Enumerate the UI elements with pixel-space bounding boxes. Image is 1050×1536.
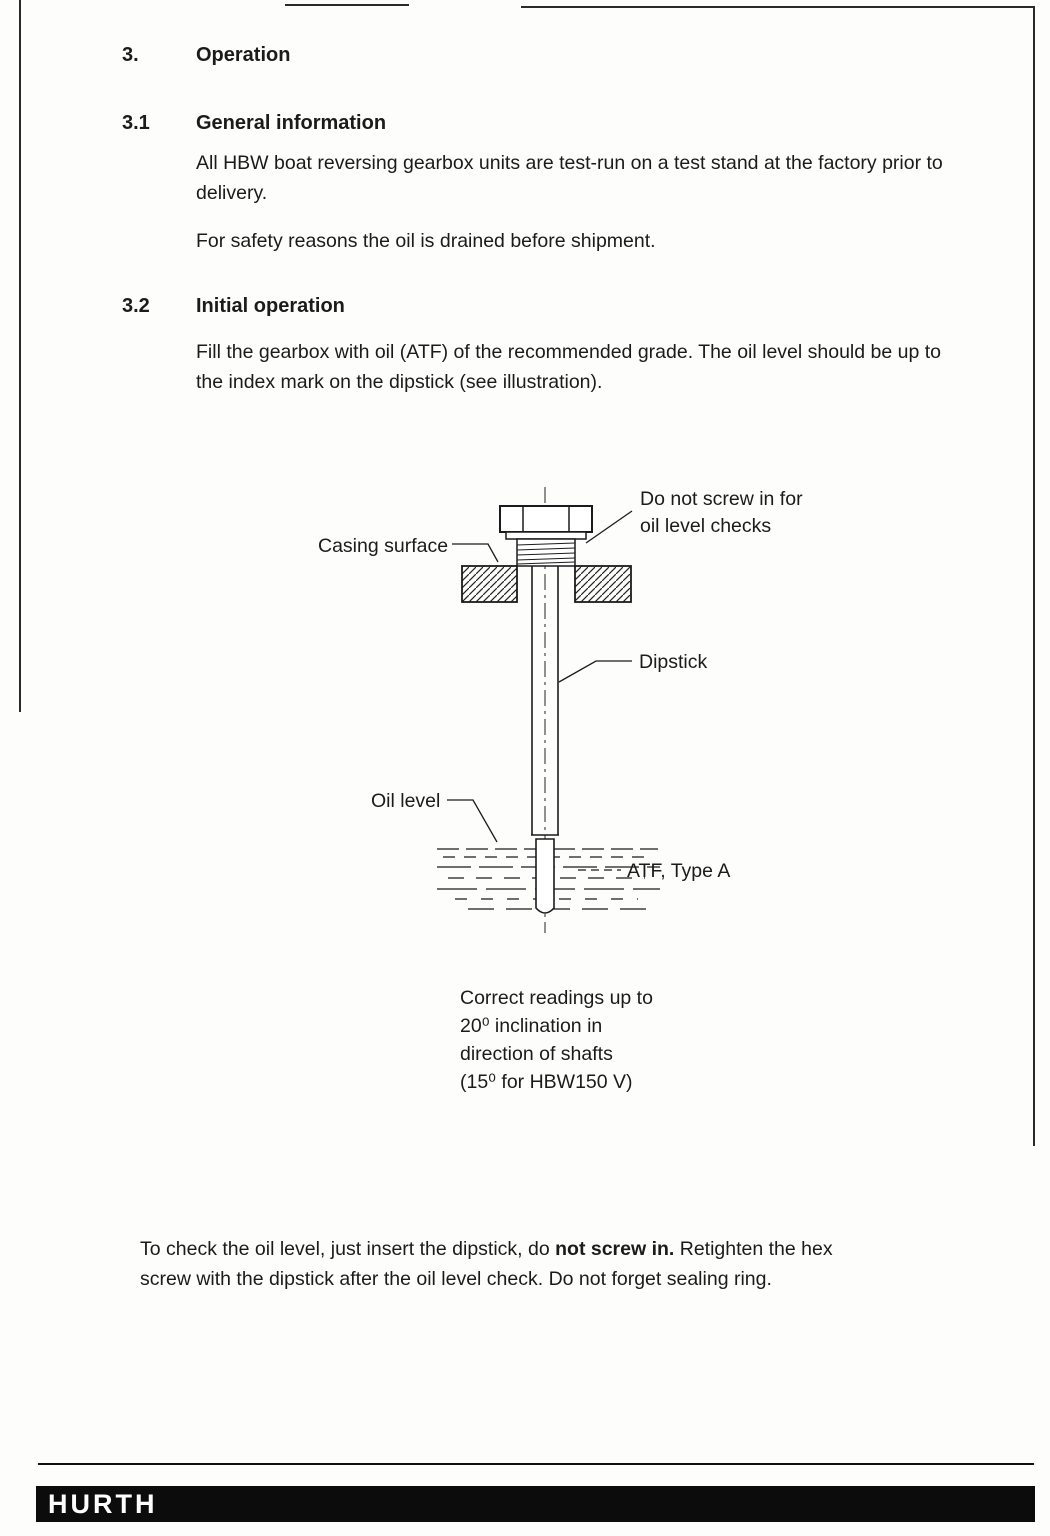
hurth-logo: HURTH [48, 1488, 158, 1519]
leader-dipstick [559, 661, 632, 682]
diagram-caption [460, 984, 653, 1096]
border-right [1033, 6, 1035, 1146]
label-oil-level: Oil level [371, 790, 441, 812]
section-31-number: 3.1 [122, 112, 150, 134]
note-part-1: To check the oil level, just insert the dipstick, do [140, 1238, 556, 1260]
leader-lines [447, 511, 632, 870]
hex-bolt-head [500, 506, 592, 532]
label-casing-surface: Casing surface [318, 535, 449, 557]
section-31-paragraph-2: For safety reasons the oil is drained before shipment. [196, 230, 656, 252]
section-3-number: 3. [122, 44, 139, 66]
footer-divider [38, 1463, 1034, 1465]
casing-right-hatch [575, 566, 631, 602]
oil-check-note [140, 1234, 880, 1294]
leader-oil-level [447, 800, 497, 842]
section-32-number: 3.2 [122, 295, 150, 317]
leader-casing-surface [452, 544, 498, 562]
label-do-not-screw-line2: oil level checks [640, 515, 772, 537]
label-atf: ATF, Type A [627, 860, 731, 882]
dipstick-shaft [531, 566, 559, 835]
footer-bar [36, 1486, 1035, 1522]
section-3-title: Operation [196, 44, 291, 66]
border-top-a [285, 4, 409, 6]
caption-line-3: direction of shafts [460, 1043, 613, 1065]
label-do-not-screw [640, 486, 803, 540]
caption-line-2: 20⁰ inclination in [460, 1015, 603, 1037]
section-32-title: Initial operation [196, 295, 345, 317]
caption-line-1: Correct readings up to [460, 987, 653, 1009]
label-do-not-screw-line1: Do not screw in for [640, 488, 803, 510]
section-31-title: General information [196, 112, 387, 134]
casing-blocks [462, 566, 631, 602]
label-dipstick: Dipstick [639, 651, 708, 673]
leader-do-not-screw [586, 511, 632, 543]
dipstick-tip [536, 839, 554, 913]
note-part-2: Retighten the hex screw with the dipstick after the oil level check. Do not forget sealing ring. [140, 1238, 833, 1290]
caption-line-4: (15⁰ for HBW150 V) [460, 1071, 633, 1093]
section-31-paragraph-1: All HBW boat reversing gearbox units are test-run on a test stand at the factory prior to delivery. [196, 152, 943, 204]
border-left [19, 0, 21, 712]
section-32-paragraph-1: Fill the gearbox with oil (ATF) of the recommended grade. The oil level should be up to the index mark on the dipstick (see illustration). [196, 341, 941, 393]
bolt-thread [517, 539, 575, 566]
casing-left-hatch [462, 566, 517, 602]
border-top-b [521, 6, 1035, 8]
bolt-flange [506, 532, 586, 539]
note-bold: not screw in. [555, 1238, 675, 1260]
